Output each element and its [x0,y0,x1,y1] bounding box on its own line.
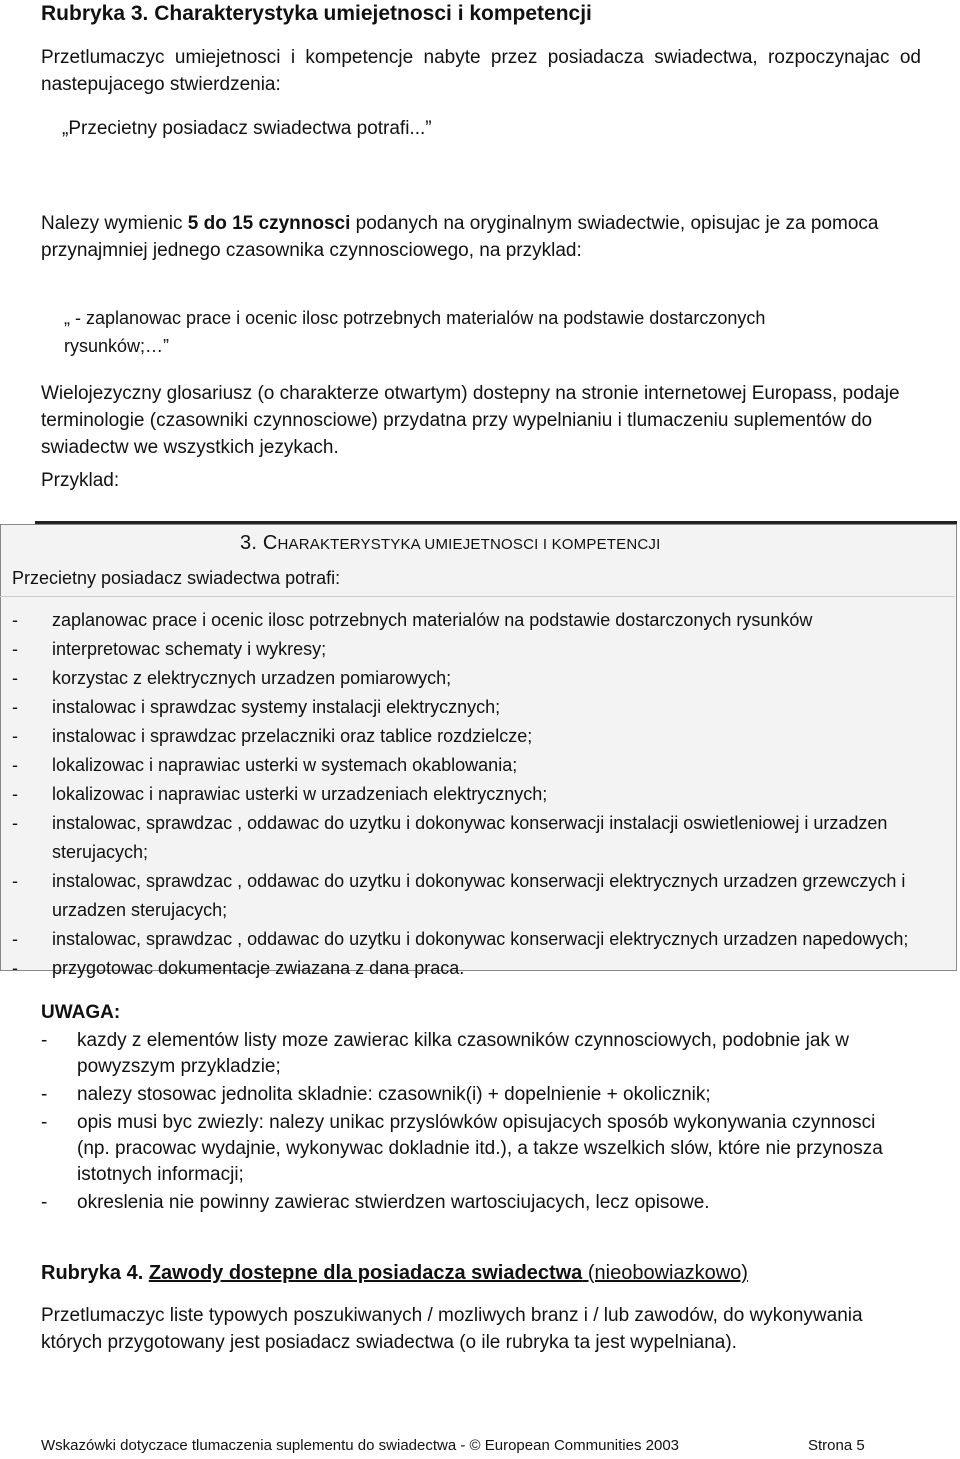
list-item [41,1028,901,1080]
page-number: Strona 5 [808,1437,865,1454]
rubryka4-heading [41,1262,748,1285]
list-item [12,809,932,867]
list-item-text: opis musi byc zwiezly: nalezy unikac przyslówków opisujacych sposób wykonywania czynnosci (np. pracowac wydajnie, wykonywac dokladnie itd.), a takze wszelkich slów, które nie przynosza istotnych informacji; [77,1112,883,1185]
list-dash: - [12,929,18,949]
list-item [12,954,932,983]
list-item [12,606,932,635]
list-item-text: instalowac i sprawdzac systemy instalacji elektrycznych; [52,697,501,717]
list-dash: - [41,1112,48,1133]
list-item-text: okreslenia nie powinny zawierac stwierdzen wartosciujacych, lecz opisowe. [77,1192,710,1213]
box-heading-text: HARAKTERYSTYKA UMIEJETNOSCI I KOMPETENCJI [277,536,661,553]
box-heading-number: 3. C [240,532,278,554]
list-dash: - [12,813,18,833]
example-quote: „ - zaplanowac prace i ocenic ilosc potrzebnych materialów na podstawie dostarczonych rysunków;…” [64,308,766,356]
list-dash: - [12,958,18,978]
list-item [41,1082,901,1108]
list-item [12,925,932,954]
list-item-text: korzystac z elektrycznych urzadzen pomiarowych; [52,668,452,688]
list-item [41,1190,901,1216]
list-item [41,1110,901,1188]
box-list [12,606,932,983]
list-dash: - [12,610,18,630]
footer-text: Wskazówki dotyczace tlumaczenia suplementu do swiadectwa - © European Communities 2003 [41,1437,680,1454]
rubryka4-text: Przetlumaczyc liste typowych poszukiwanych / mozliwych branz i / lub zawodów, do wykonywania których przygotowany jest posiadacz swiadectwa (o ile rubryka ta jest wypelniana). [41,1305,863,1353]
list-dash: - [41,1192,48,1213]
list-item-text: instalowac i sprawdzac przelaczniki oraz tablice rozdzielcze; [52,726,533,746]
list-item-text: przygotowac dokumentacje zwiazana z dana praca. [52,958,465,978]
list-item [12,693,932,722]
list-dash: - [12,639,18,659]
list-item-text: interpretowac schematy i wykresy; [52,639,327,659]
instruction-paragraph [41,210,921,264]
list-dash: - [12,726,18,746]
instruction-part2: podanych na oryginalnym swiadectwie, opisujac je za pomoca przynajmniej jednego czasownika czynnosciowego, na przyklad: [41,213,879,261]
list-item-text: kazdy z elementów listy moze zawierac kilka czasowników czynnosciowych, podobnie jak w powyzszym przykladzie; [77,1030,849,1077]
box-lead: Przecietny posiadacz swiadectwa potrafi: [12,568,341,588]
list-dash: - [12,784,18,804]
instruction-part1: Nalezy wymienic [41,213,188,234]
rubryka4-prefix: Rubryka 4. [41,1262,149,1284]
list-item [12,780,932,809]
list-item-text: instalowac, sprawdzac , oddawac do uzytku i dokonywac konserwacji elektrycznych urzadzen napedowych; [52,929,909,949]
list-dash: - [12,755,18,775]
glossary-paragraph: Wielojezyczny glosariusz (o charakterze otwartym) dostepny na stronie internetowej Europass, podaje terminologie (czasowniki czynnosciowe) przydatna przy wypelnianiu i tlumaczeniu suplementów do swiadectw we wszystkich jezykach. [41,383,900,458]
intro-paragraph: Przetlumaczyc umiejetnosci i kompetencje nabyte przez posiadacza swiadectwa, rozpoczynajac od nastepujacego stwierdzenia: [41,47,921,95]
instruction-bold: 5 do 15 czynnosci [187,213,351,234]
uwaga-list [41,1028,901,1218]
list-item [12,751,932,780]
example-label: Przyklad: [41,470,120,491]
section-heading: Rubryka 3. Charakterystyka umiejetnosci i kompetencji [41,2,592,25]
list-item-text: zaplanowac prace i ocenic ilosc potrzebnych materialów na podstawie dostarczonych rysunków [52,610,813,630]
rubryka4-title: Zawody dostepne dla posiadacza swiadectwa [148,1262,583,1284]
list-item [12,635,932,664]
list-item-text: instalowac, sprawdzac , oddawac do uzytku i dokonywac konserwacji instalacji oswietleniowej i urzadzen sterujacych; [52,813,888,862]
box-heading [240,532,660,555]
list-item-text: nalezy stosowac jednolita skladnie: czasownik(i) + dopelnienie + okolicznik; [77,1084,711,1105]
list-item [12,722,932,751]
list-dash: - [41,1030,48,1051]
list-dash: - [12,697,18,717]
list-item-text: instalowac, sprawdzac , oddawac do uzytku i dokonywac konserwacji elektrycznych urzadzen grzewczych i urzadzen sterujacych; [52,871,906,920]
list-item [12,867,932,925]
list-item [12,664,932,693]
list-item-text: lokalizowac i naprawiac usterki w systemach okablowania; [52,755,518,775]
rubryka4-suffix: (nieobowiazkowo) [582,1262,748,1284]
list-dash: - [41,1084,48,1105]
box-divider [0,596,955,597]
quote-statement: „Przecietny posiadacz swiadectwa potrafi...” [62,118,432,139]
list-dash: - [12,871,18,891]
list-item-text: lokalizowac i naprawiac usterki w urzadzeniach elektrycznych; [52,784,548,804]
list-dash: - [12,668,18,688]
uwaga-label: UWAGA: [41,1002,121,1023]
